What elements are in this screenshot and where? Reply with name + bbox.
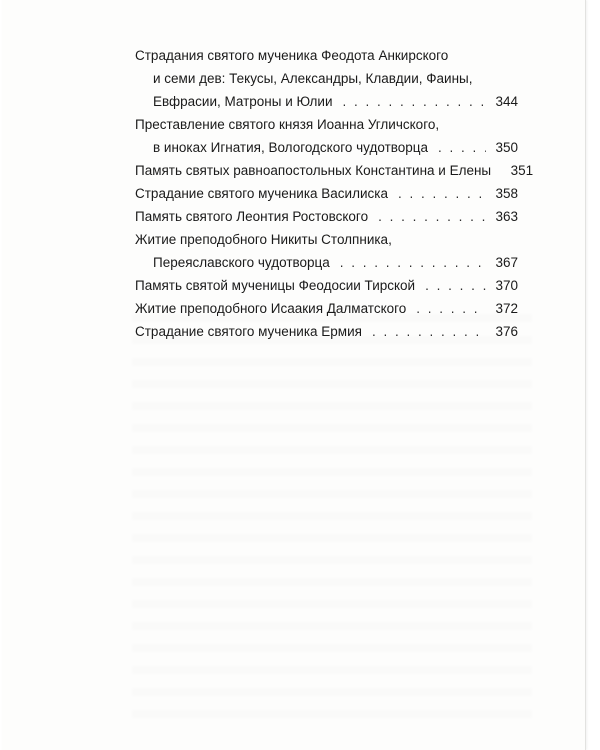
toc-entry xyxy=(135,205,518,228)
show-through-text xyxy=(132,300,532,720)
dot-leader xyxy=(378,205,486,228)
toc-entry xyxy=(135,44,518,113)
toc-entry-title-line: и семи дев: Текусы, Александры, Клавдии, Фаины, xyxy=(153,71,473,86)
table-of-contents xyxy=(135,44,534,343)
toc-entry xyxy=(135,113,518,159)
toc-entry xyxy=(135,182,518,205)
page-number: 370 xyxy=(495,278,518,293)
dot-leader xyxy=(340,251,486,274)
toc-entry-title-line: Переяславского чудотворца xyxy=(153,255,330,270)
toc-entry-title-line: Страдание святого мученика Ермия xyxy=(135,324,362,339)
page-number: 363 xyxy=(495,209,518,224)
dot-leader xyxy=(416,297,486,320)
toc-entry xyxy=(135,228,518,274)
dot-leader xyxy=(425,274,486,297)
toc-entry-title-line: Память святой мученицы Феодосии Тирской xyxy=(135,278,416,293)
page-number: 350 xyxy=(495,140,518,155)
toc-entry-title-line: Страдания святого мученика Феодота Анкирского xyxy=(135,48,449,63)
toc-entry-title-line: Память святых равноапостольных Константина и Елены xyxy=(135,163,492,178)
toc-entry-title-line: Память святого Леонтия Ростовского xyxy=(135,209,369,224)
toc-entry-title-line: в иноках Игнатия, Вологодского чудотворца xyxy=(153,140,429,155)
dot-leader xyxy=(372,320,486,343)
toc-entry-title-line: Житие преподобного Никиты Столпника, xyxy=(135,232,392,247)
page-number: 376 xyxy=(495,324,518,339)
dot-leader xyxy=(342,90,486,113)
book-page xyxy=(2,0,586,750)
page-number: 367 xyxy=(495,255,518,270)
page-number: 344 xyxy=(495,94,518,109)
toc-entry xyxy=(135,320,518,343)
toc-entry-title-line: Евфрасии, Матроны и Юлии xyxy=(153,94,333,109)
toc-entry xyxy=(135,159,534,182)
dot-leader xyxy=(398,182,486,205)
page-number: 372 xyxy=(495,301,518,316)
toc-entry xyxy=(135,274,518,297)
toc-entry-title-line: Преставление святого князя Иоанна Угличского, xyxy=(135,117,440,132)
page-number: 358 xyxy=(495,186,518,201)
toc-entry-title-line: Страдание святого мученика Василиска xyxy=(135,186,388,201)
page-number: 351 xyxy=(510,163,534,178)
toc-entry-title-line: Житие преподобного Исаакия Далматского xyxy=(135,301,407,316)
toc-entry xyxy=(135,297,518,320)
dot-leader xyxy=(438,136,486,159)
